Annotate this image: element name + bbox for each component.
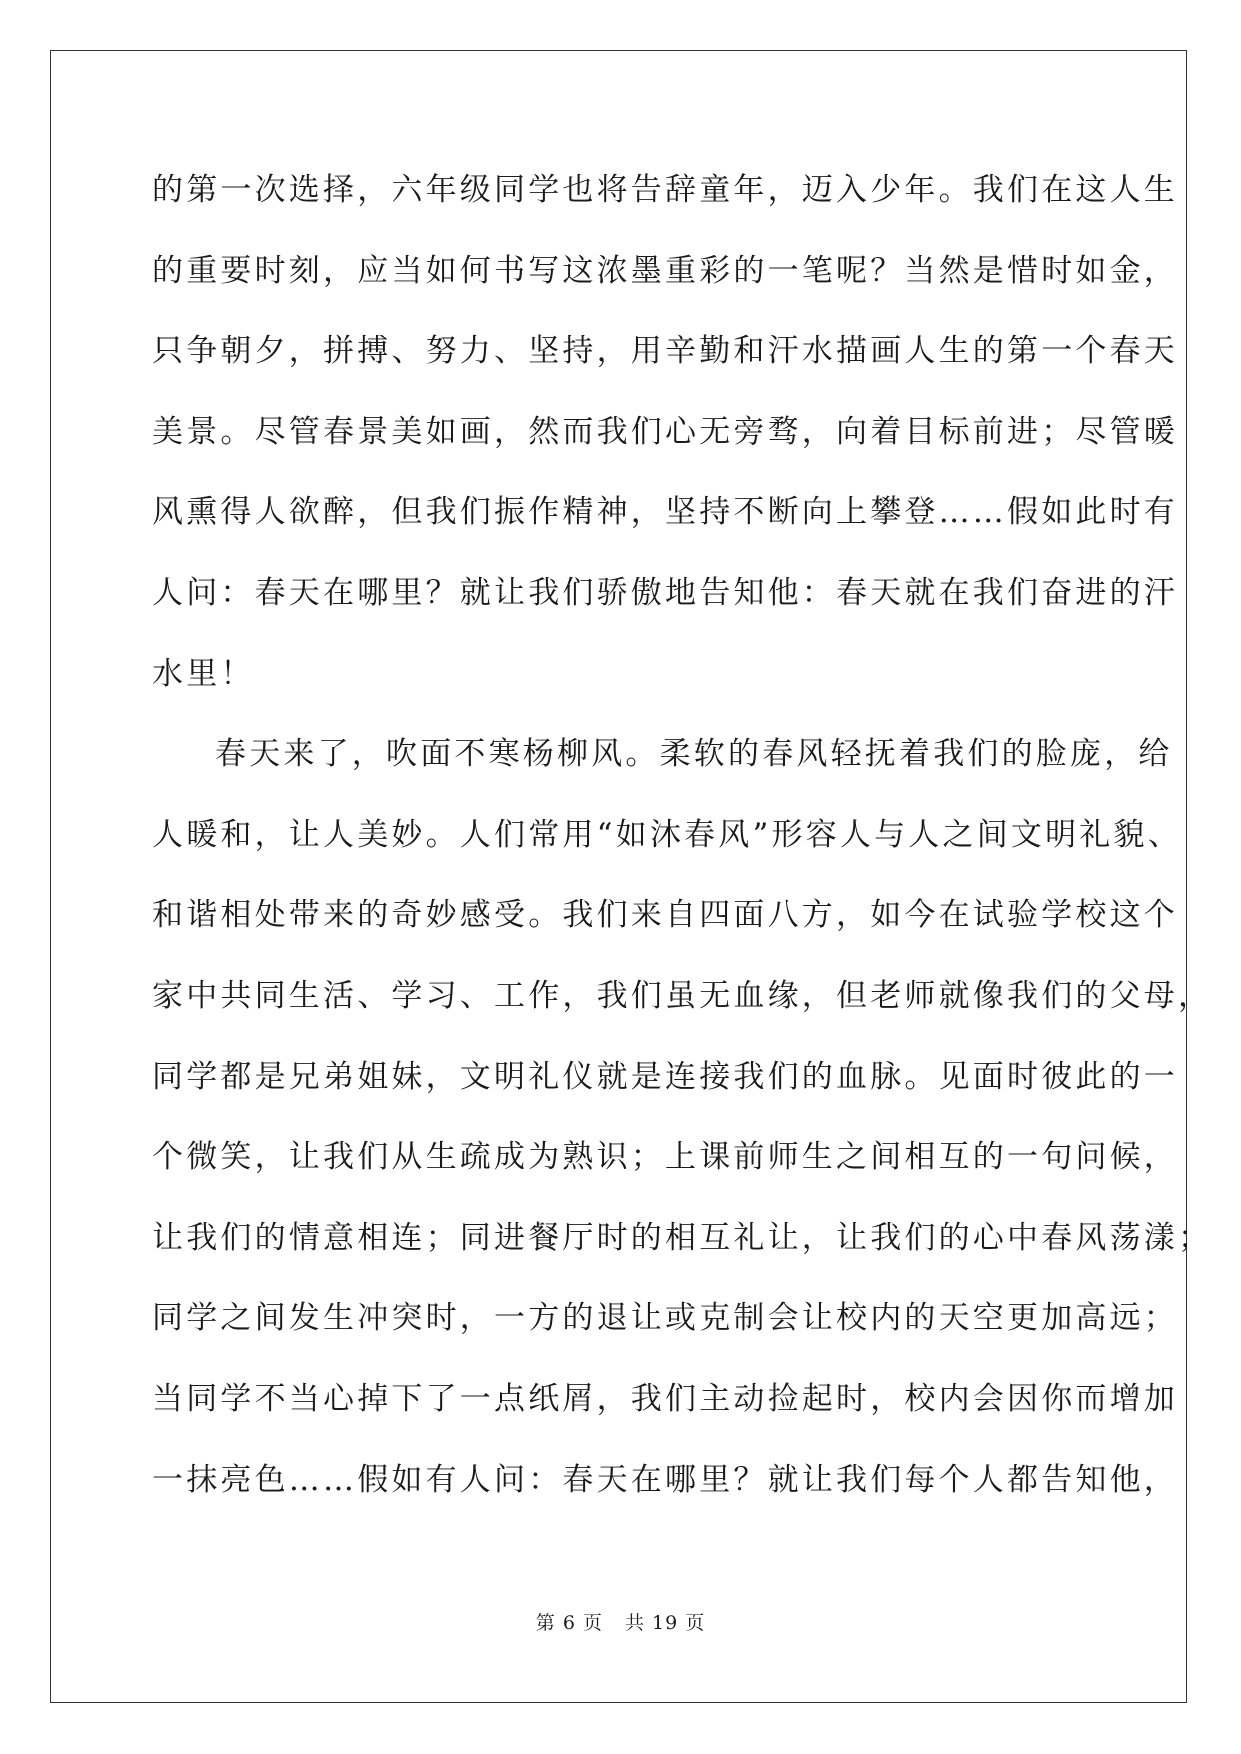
- text-line: 的第一次选择，六年级同学也将告辞童年，迈入少年。我们在这人生: [152, 172, 1178, 208]
- text-line: 和谐相处带来的奇妙感受。我们来自四面八方，如今在试验学校这个: [152, 897, 1178, 934]
- text-line: 一抹亮色……假如有人问：春天在哪里？就让我们每个人都告知他，: [152, 1461, 1178, 1498]
- text-line: 人问：春天在哪里？就让我们骄傲地告知他：春天就在我们奋进的汗: [152, 574, 1178, 611]
- text-line: 的重要时刻，应当如何书写这浓墨重彩的一笔呢？当然是惜时如金，: [152, 252, 1178, 289]
- text-line: 家中共同生活、学习、工作，我们虽无血缘，但老师就像我们的父母，: [152, 977, 1213, 1014]
- text-line: 同学之间发生冲突时，一方的退让或克制会让校内的天空更加高远；: [152, 1300, 1178, 1337]
- text-line: 风熏得人欲醉，但我们振作精神，坚持不断向上攀登……假如此时有: [152, 494, 1178, 531]
- text-line: 水里！: [152, 655, 255, 692]
- paragraph-first-line: 春天来了，吹面不寒杨柳风。柔软的春风轻抚着我们的脸庞，给: [215, 736, 1173, 773]
- text-line: 只争朝夕，拼搏、努力、坚持，用辛勤和汗水描画人生的第一个春天: [152, 333, 1178, 370]
- page-footer: [0, 1608, 1241, 1635]
- text-line: 人暖和，让人美妙。人们常用“如沐春风”形容人与人之间文明礼貌、: [152, 816, 1182, 853]
- text-line: 让我们的情意相连；同进餐厅时的相互礼让，让我们的心中春风荡漾；: [152, 1219, 1213, 1256]
- document-body: [152, 162, 1213, 1532]
- text-line: 美景。尽管春景美如画，然而我们心无旁骛，向着目标前进；尽管暖: [152, 413, 1178, 450]
- page-number: 第 6 页: [535, 1612, 603, 1634]
- text-line: 同学都是兄弟姐妹，文明礼仪就是连接我们的血脉。见面时彼此的一: [152, 1058, 1178, 1095]
- text-line: 个微笑，让我们从生疏成为熟识；上课前师生之间相互的一句问候，: [152, 1139, 1178, 1176]
- text-line: 当同学不当心掉下了一点纸屑，我们主动捡起时，校内会因你而增加: [152, 1380, 1178, 1417]
- page-total: 共 19 页: [624, 1612, 706, 1634]
